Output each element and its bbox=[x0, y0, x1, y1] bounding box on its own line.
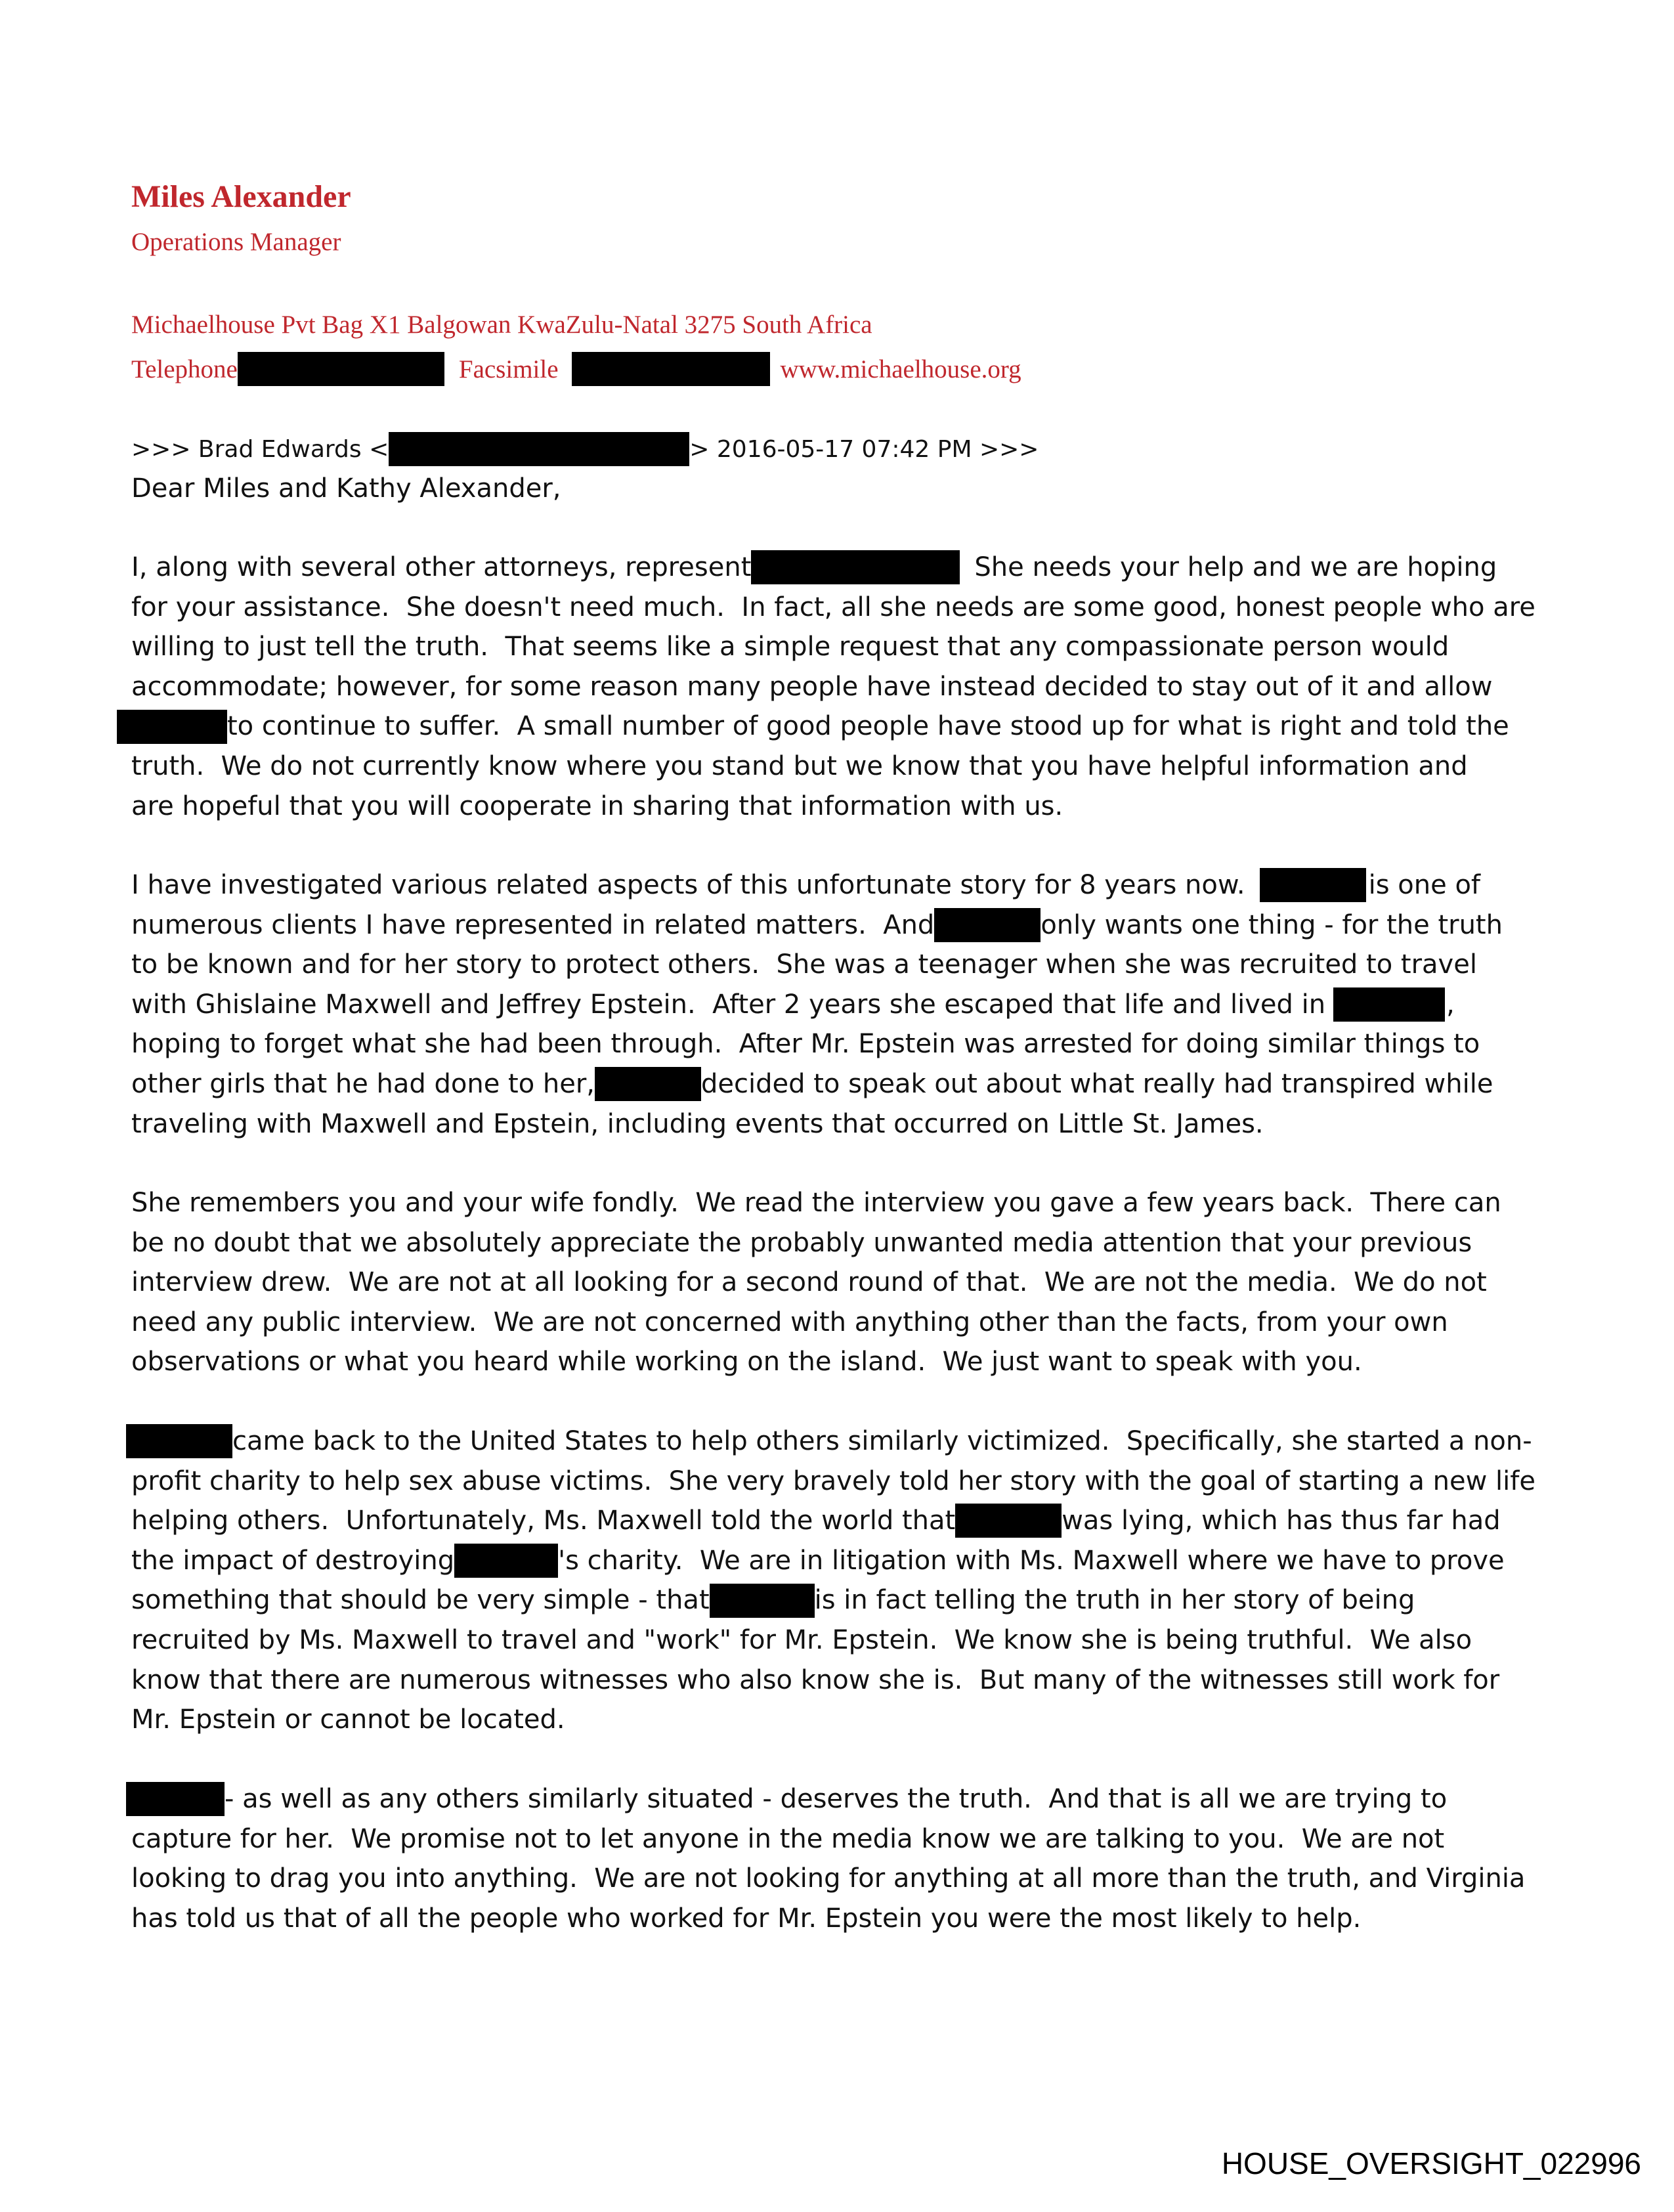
signature-address: Michaelhouse Pvt Bag X1 Balgowan KwaZulu-Natal 3275 South Africa bbox=[131, 311, 872, 339]
text-segment: are hopeful that you will cooperate in sharing that information with us. bbox=[131, 791, 1063, 821]
redaction-bar bbox=[710, 1584, 815, 1618]
text-segment: hoping to forget what she had been through. After Mr. Epstein was arrested for doing similar things to bbox=[131, 1029, 1480, 1060]
signature-title: Operations Manager bbox=[131, 228, 341, 256]
redaction-bar bbox=[955, 1504, 1062, 1538]
text-line bbox=[131, 905, 1549, 945]
text-line bbox=[131, 1263, 1549, 1303]
text-segment: was lying, which has thus far had bbox=[1062, 1506, 1501, 1536]
redaction-bar bbox=[595, 1067, 701, 1101]
text-segment: to continue to suffer. A small number of good people have stood up for what is right and told the bbox=[227, 711, 1509, 742]
text-segment: recruited by Ms. Maxwell to travel and "work" for Mr. Epstein. We know she is being truthful. We also bbox=[131, 1624, 1472, 1655]
text-line bbox=[131, 1501, 1549, 1541]
text-segment: observations or what you heard while working on the island. We just want to speak with you. bbox=[131, 1347, 1362, 1377]
paragraph-4 bbox=[131, 1421, 1549, 1740]
text-line bbox=[131, 1620, 1549, 1660]
text-segment: other girls that he had done to her, bbox=[131, 1068, 595, 1099]
text-segment: , bbox=[1446, 989, 1455, 1020]
email-header-suffix: > 2016-05-17 07:42 PM >>> bbox=[689, 435, 1039, 463]
text-line bbox=[131, 1421, 1549, 1462]
text-line bbox=[131, 1342, 1549, 1382]
text-line bbox=[131, 627, 1549, 667]
paragraph-2 bbox=[131, 865, 1549, 1144]
text-line bbox=[131, 1303, 1549, 1343]
text-line bbox=[131, 1104, 1549, 1144]
text-segment: helping others. Unfortunately, Ms. Maxwell told the world that bbox=[131, 1506, 956, 1536]
text-line bbox=[131, 787, 1549, 827]
text-line bbox=[131, 747, 1549, 787]
text-line bbox=[131, 1024, 1549, 1064]
text-line bbox=[131, 1779, 1549, 1819]
text-line bbox=[131, 1064, 1549, 1104]
signature-name: Miles Alexander bbox=[131, 179, 351, 214]
text-segment: I have investigated various related aspects of this unfortunate story for 8 years now. bbox=[131, 870, 1245, 900]
greeting: Dear Miles and Kathy Alexander, bbox=[131, 473, 561, 504]
paragraph-3 bbox=[131, 1183, 1549, 1382]
redaction-bar bbox=[1260, 868, 1366, 902]
text-segment: is in fact telling the truth in her story of being bbox=[814, 1585, 1415, 1616]
text-line bbox=[131, 1660, 1549, 1701]
text-line bbox=[131, 865, 1549, 905]
text-segment: to be known and for her story to protect others. She was a teenager when she was recruited to travel bbox=[131, 949, 1477, 980]
text-line bbox=[131, 985, 1549, 1025]
redaction-bar bbox=[117, 710, 227, 744]
redaction-bar bbox=[934, 908, 1041, 942]
text-segment: 's charity. We are in litigation with Ms. Maxwell where we have to prove bbox=[558, 1545, 1505, 1576]
redaction-bar bbox=[126, 1782, 225, 1816]
text-segment: looking to drag you into anything. We are not looking for anything at all more than the truth, and Virginia bbox=[131, 1863, 1526, 1894]
text-line bbox=[131, 588, 1549, 628]
text-segment: the impact of destroying bbox=[131, 1545, 455, 1576]
facsimile-label: Facsimile bbox=[458, 355, 559, 383]
website-link[interactable]: www.michaelhouse.org bbox=[780, 355, 1021, 383]
text-segment: for your assistance. She doesn't need much. In fact, all she needs are some good, honest people who are bbox=[131, 592, 1535, 622]
text-segment: has told us that of all the people who worked for Mr. Epstein you were the most likely to help. bbox=[131, 1903, 1362, 1934]
text-segment: only wants one thing - for the truth bbox=[1041, 909, 1503, 940]
text-line bbox=[131, 706, 1549, 747]
text-segment: is one of bbox=[1368, 870, 1480, 900]
text-segment: profit charity to help sex abuse victims. She very bravely told her story with the goal of starting a new life bbox=[131, 1465, 1535, 1496]
text-line bbox=[131, 1819, 1549, 1859]
text-segment: truth. We do not currently know where you stand but we know that you have helpful information and bbox=[131, 750, 1468, 781]
text-segment: capture for her. We promise not to let anyone in the media know we are talking to you. We are not bbox=[131, 1823, 1445, 1854]
telephone-label: Telephone bbox=[131, 355, 238, 383]
text-line bbox=[131, 1183, 1549, 1223]
redaction-bar bbox=[751, 550, 960, 584]
text-segment: She remembers you and your wife fondly. We read the interview you gave a few years back. There can bbox=[131, 1188, 1501, 1218]
text-line bbox=[131, 548, 1549, 588]
text-segment: came back to the United States to help others similarly victimized. Specifically, she started a non- bbox=[232, 1426, 1532, 1456]
text-segment: traveling with Maxwell and Epstein, including events that occurred on Little St. James. bbox=[131, 1108, 1264, 1139]
text-segment: something that should be very simple - that bbox=[131, 1585, 710, 1616]
text-segment: need any public interview. We are not concerned with anything other than the facts, from your own bbox=[131, 1307, 1448, 1337]
text-line bbox=[131, 1462, 1549, 1502]
email-address-redaction bbox=[389, 432, 689, 466]
text-line bbox=[131, 1859, 1549, 1899]
redaction-bar bbox=[1333, 987, 1445, 1022]
text-line bbox=[131, 1899, 1549, 1939]
text-segment: know that there are numerous witnesses who also know she is. But many of the witnesses still work for bbox=[131, 1664, 1500, 1695]
redaction-bar bbox=[126, 1424, 232, 1458]
text-segment: She needs your help and we are hoping bbox=[974, 552, 1497, 582]
text-line bbox=[131, 667, 1549, 707]
paragraph-5 bbox=[131, 1779, 1549, 1938]
telephone-redaction bbox=[238, 352, 444, 386]
text-line bbox=[131, 945, 1549, 985]
text-segment: decided to speak out about what really had transpired while bbox=[701, 1068, 1493, 1099]
facsimile-redaction bbox=[572, 352, 770, 386]
text-segment: accommodate; however, for some reason many people have instead decided to stay out of it and allow bbox=[131, 671, 1493, 702]
text-line bbox=[131, 1700, 1549, 1740]
text-line bbox=[131, 1541, 1549, 1581]
text-segment: with Ghislaine Maxwell and Jeffrey Epstein. After 2 years she escaped that life and lived in bbox=[131, 989, 1326, 1020]
text-segment: - as well as any others similarly situated - deserves the truth. And that is all we are trying to bbox=[225, 1784, 1448, 1814]
signature-contact-line bbox=[131, 351, 1021, 387]
text-segment: I, along with several other attorneys, represent bbox=[131, 552, 752, 582]
email-header-prefix: >>> Brad Edwards < bbox=[131, 435, 389, 463]
text-segment: be no doubt that we absolutely appreciate the probably unwanted media attention that your previous bbox=[131, 1227, 1472, 1258]
text-segment: willing to just tell the truth. That seems like a simple request that any compassionate person would bbox=[131, 632, 1449, 662]
redaction-bar bbox=[454, 1544, 558, 1578]
text-line bbox=[131, 1580, 1549, 1620]
email-header bbox=[131, 431, 1549, 467]
text-segment: Mr. Epstein or cannot be located. bbox=[131, 1704, 565, 1735]
bates-number: HOUSE_OVERSIGHT_022996 bbox=[1221, 2146, 1641, 2180]
paragraph-1 bbox=[131, 548, 1549, 826]
text-line bbox=[131, 1223, 1549, 1263]
text-segment: numerous clients I have represented in related matters. And bbox=[131, 909, 935, 940]
text-segment: interview drew. We are not at all looking for a second round of that. We are not the media. We do not bbox=[131, 1267, 1487, 1298]
